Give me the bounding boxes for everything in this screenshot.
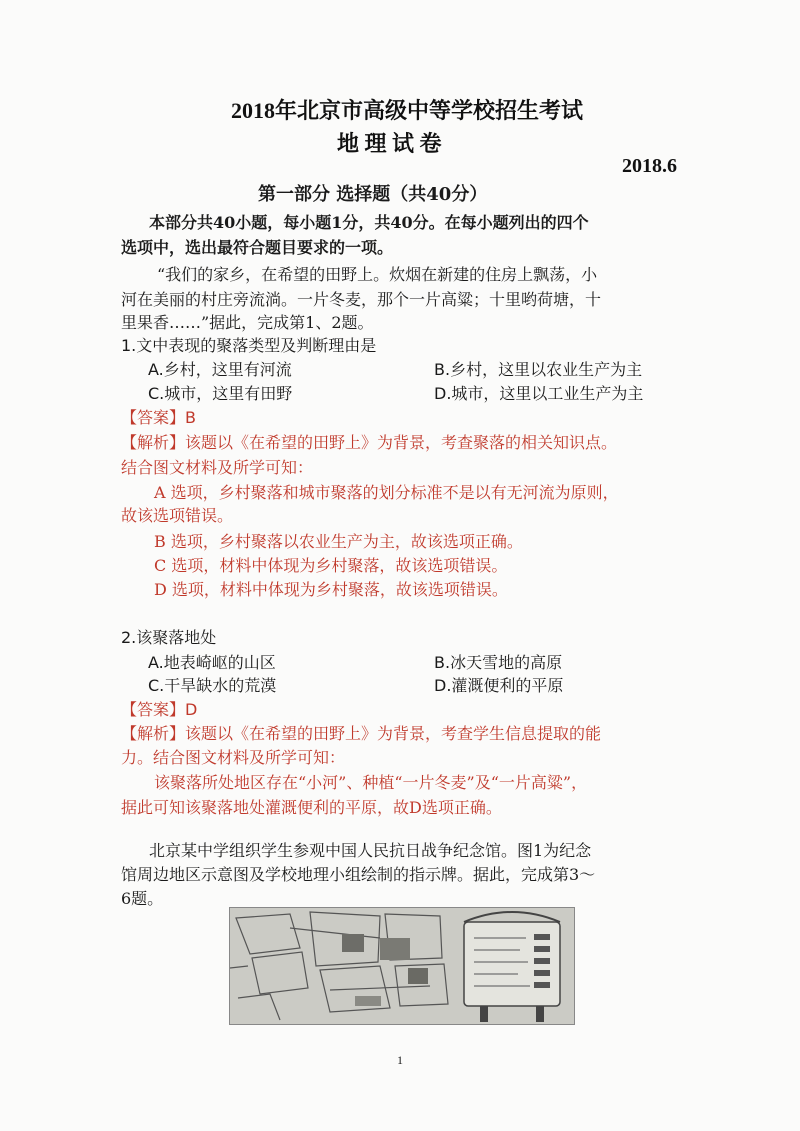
page-number: 1 <box>397 1053 403 1067</box>
q1-analysis-line6: C 选项，材料中体现为乡村聚落，故该选项错误。 <box>154 556 508 575</box>
q1-analysis-line3: A 选项，乡村聚落和城市聚落的划分标准不是以有无河流为原则， <box>154 483 619 502</box>
q2-option-b: B.冰天雪地的高原 <box>434 653 563 672</box>
passage-line1: “我们的家乡，在希望的田野上。炊烟在新建的住房上飘荡，小 <box>157 265 598 284</box>
q2-analysis-line2: 力。结合图文材料及所学可知： <box>121 748 346 767</box>
q2-analysis-line1: 【解析】该题以《在希望的田野上》为背景，考查学生信息提取的能 <box>121 724 602 743</box>
q1-stem: 1.文中表现的聚落类型及判断理由是 <box>121 336 377 355</box>
intro-q3-6-line1: 北京某中学组织学生参观中国人民抗日战争纪念馆。图1为纪念 <box>149 841 592 860</box>
exam-title: 2018年北京市高级中等学校招生考试 <box>231 98 584 123</box>
q1-analysis-line2: 结合图文材料及所学可知： <box>121 458 314 477</box>
q2-answer: 【答案】D <box>121 700 198 719</box>
intro-q3-6-line2: 馆周边地区示意图及学校地理小组绘制的指示牌。据此，完成第3～ <box>121 865 596 884</box>
q2-analysis-line4: 据此可知该聚落地处灌溉便利的平原，故D选项正确。 <box>121 798 502 817</box>
q1-option-d: D.城市，这里以工业生产为主 <box>434 384 644 403</box>
passage-line2: 河在美丽的村庄旁流淌。一片冬麦，那个一片高粱；十里哟荷塘，十 <box>121 290 602 309</box>
q2-option-c: C.干旱缺水的荒漠 <box>148 676 277 695</box>
q1-option-a: A.乡村，这里有河流 <box>148 360 292 379</box>
q2-option-d: D.灌溉便利的平原 <box>434 676 564 695</box>
map-sketch <box>230 908 574 1024</box>
exam-date: 2018.6 <box>622 155 677 177</box>
passage-line3: 里果香……”据此，完成第1、2题。 <box>121 313 374 332</box>
section-instruction-line2: 选项中，选出最符合题目要求的一项。 <box>121 238 394 257</box>
q1-answer: 【答案】B <box>121 408 196 427</box>
q1-analysis-line5: B 选项，乡村聚落以农业生产为主，故该选项正确。 <box>154 532 523 551</box>
exam-subtitle: 地 理 试 卷 <box>337 131 442 156</box>
q1-option-c: C.城市，这里有田野 <box>148 384 293 403</box>
q2-stem: 2.该聚落地处 <box>121 628 217 647</box>
section-instruction-line1: 本部分共40小题，每小题1分，共40分。在每小题列出的四个 <box>149 213 589 232</box>
q2-option-a: A.地表崎岖的山区 <box>148 653 276 672</box>
q1-analysis-line1: 【解析】该题以《在希望的田野上》为背景，考查聚落的相关知识点。 <box>121 433 618 452</box>
figure-1-map-image <box>229 907 575 1025</box>
intro-q3-6-line3: 6题。 <box>121 889 164 908</box>
section-heading: 第一部分 选择题（共40分） <box>258 184 488 205</box>
q1-analysis-line4: 故该选项错误。 <box>121 506 234 525</box>
q1-option-b: B.乡村，这里以农业生产为主 <box>434 360 643 379</box>
q2-analysis-line3: 该聚落所处地区存在“小河”、种植“一片冬麦”及“一片高粱”， <box>154 773 588 792</box>
q1-analysis-line7: D 选项，材料中体现为乡村聚落，故该选项错误。 <box>154 580 508 599</box>
